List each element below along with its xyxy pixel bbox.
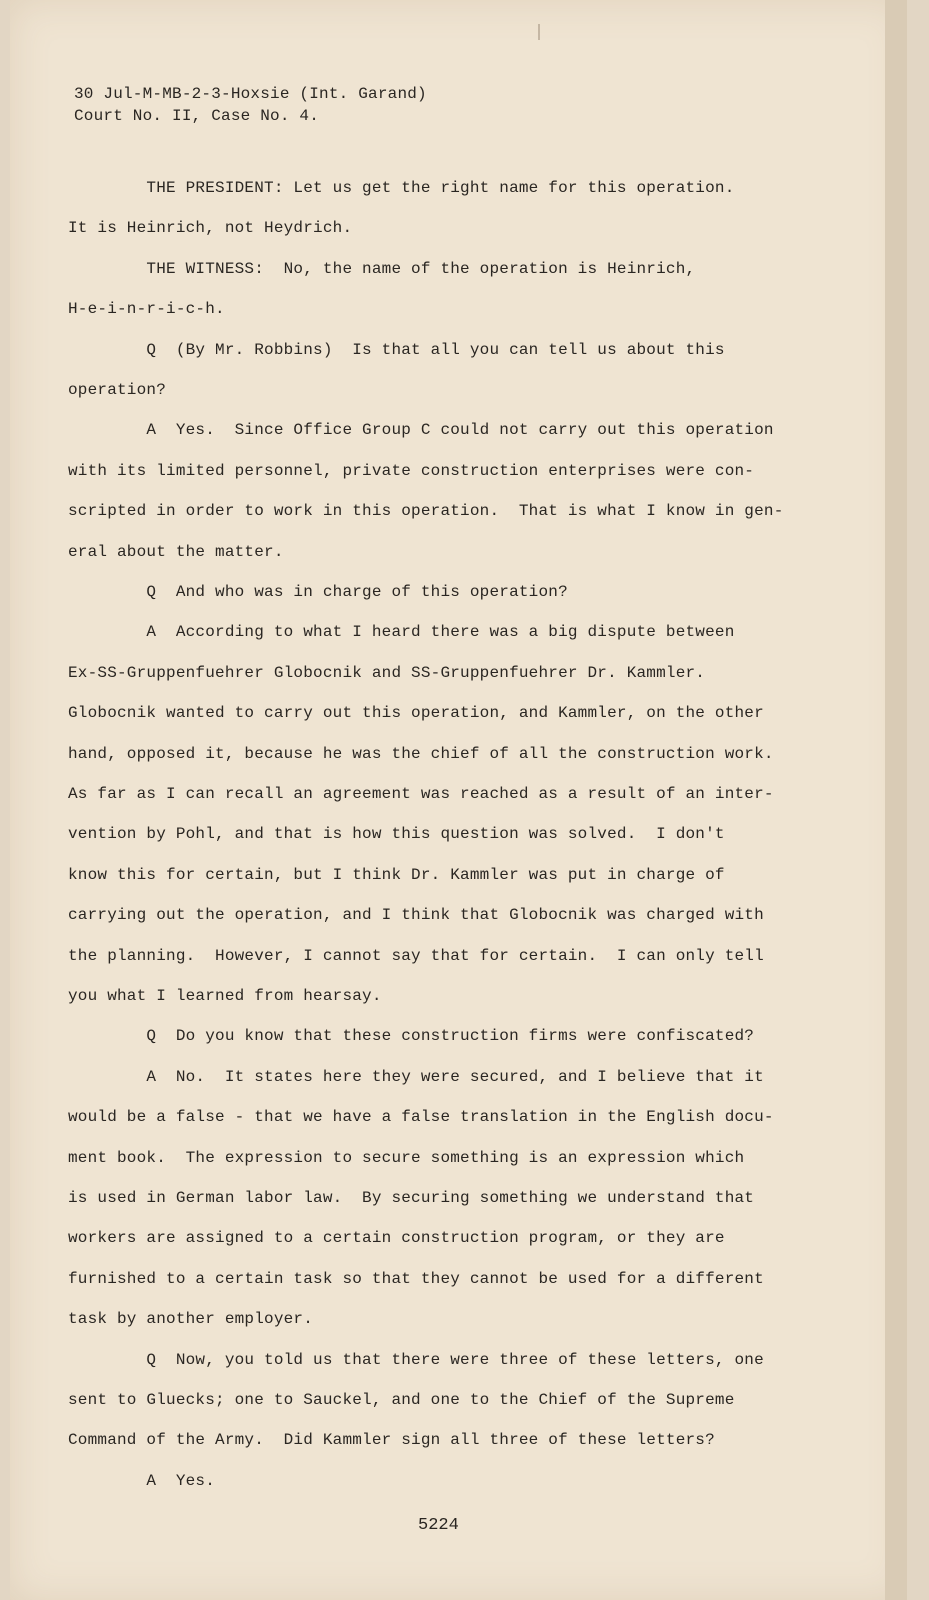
transcript-line: Command of the Army. Did Kammler sign all three of these letters? xyxy=(68,1431,715,1449)
transcript-line: the planning. However, I cannot say that for certain. I can only tell xyxy=(68,947,764,965)
transcript-line: Q Do you know that these construction firms were confiscated? xyxy=(68,1027,755,1045)
transcript-line: vention by Pohl, and that is how this question was solved. I don't xyxy=(68,825,725,843)
transcript-line: A Yes. Since Office Group C could not carry out this operation xyxy=(68,421,774,439)
transcript-line: As far as I can recall an agreement was reached as a result of an inter- xyxy=(68,785,774,803)
transcript-line: Q (By Mr. Robbins) Is that all you can tell us about this xyxy=(68,341,725,359)
transcript-line: A No. It states here they were secured, and I believe that it xyxy=(68,1068,764,1086)
transcript-line: carrying out the operation, and I think that Globocnik was charged with xyxy=(68,906,764,924)
transcript-line: Globocnik wanted to carry out this operation, and Kammler, on the other xyxy=(68,704,764,722)
transcript-line: A Yes. xyxy=(68,1472,216,1490)
header-line-1: 30 Jul-M-MB-2-3-Hoxsie (Int. Garand) xyxy=(74,85,427,103)
transcript-line: Q And who was in charge of this operation? xyxy=(68,583,568,601)
transcript-line: eral about the matter. xyxy=(68,543,284,561)
transcript-line: Q Now, you told us that there were three of these letters, one xyxy=(68,1351,764,1369)
fold-mark xyxy=(538,24,540,40)
transcript-line: hand, opposed it, because he was the chief of all the construction work. xyxy=(68,745,774,763)
transcript-line: operation? xyxy=(68,381,167,399)
transcript-line: THE PRESIDENT: Let us get the right name for this operation. xyxy=(68,179,735,197)
transcript-line: know this for certain, but I think Dr. Kammler was put in charge of xyxy=(68,866,725,884)
transcript-line: It is Heinrich, not Heydrich. xyxy=(68,219,353,237)
transcript-line: THE WITNESS: No, the name of the operation is Heinrich, xyxy=(68,260,696,278)
transcript-line: scripted in order to work in this operation. That is what I know in gen- xyxy=(68,502,784,520)
header-line-2: Court No. II, Case No. 4. xyxy=(74,107,320,125)
transcript-line: ment book. The expression to secure something is an expression which xyxy=(68,1149,745,1167)
transcript-line: sent to Gluecks; one to Sauckel, and one to the Chief of the Supreme xyxy=(68,1391,735,1409)
transcript-line: Ex-SS-Gruppenfuehrer Globocnik and SS-Gruppenfuehrer Dr. Kammler. xyxy=(68,664,706,682)
transcript-line: with its limited personnel, private construction enterprises were con- xyxy=(68,462,755,480)
transcript-line: A According to what I heard there was a big dispute between xyxy=(68,623,735,641)
transcript-line: is used in German labor law. By securing something we understand that xyxy=(68,1189,755,1207)
transcript-line: workers are assigned to a certain construction program, or they are xyxy=(68,1229,725,1247)
transcript-line: furnished to a certain task so that they cannot be used for a different xyxy=(68,1270,764,1288)
transcript-line: would be a false - that we have a false translation in the English docu- xyxy=(68,1108,774,1126)
transcript-line: task by another employer. xyxy=(68,1310,314,1328)
page-number: 5224 xyxy=(418,1516,459,1535)
page-edge xyxy=(885,0,907,1600)
transcript-line: you what I learned from hearsay. xyxy=(68,987,382,1005)
transcript-line: H-e-i-n-r-i-c-h. xyxy=(68,300,225,318)
document-page xyxy=(10,0,907,1600)
